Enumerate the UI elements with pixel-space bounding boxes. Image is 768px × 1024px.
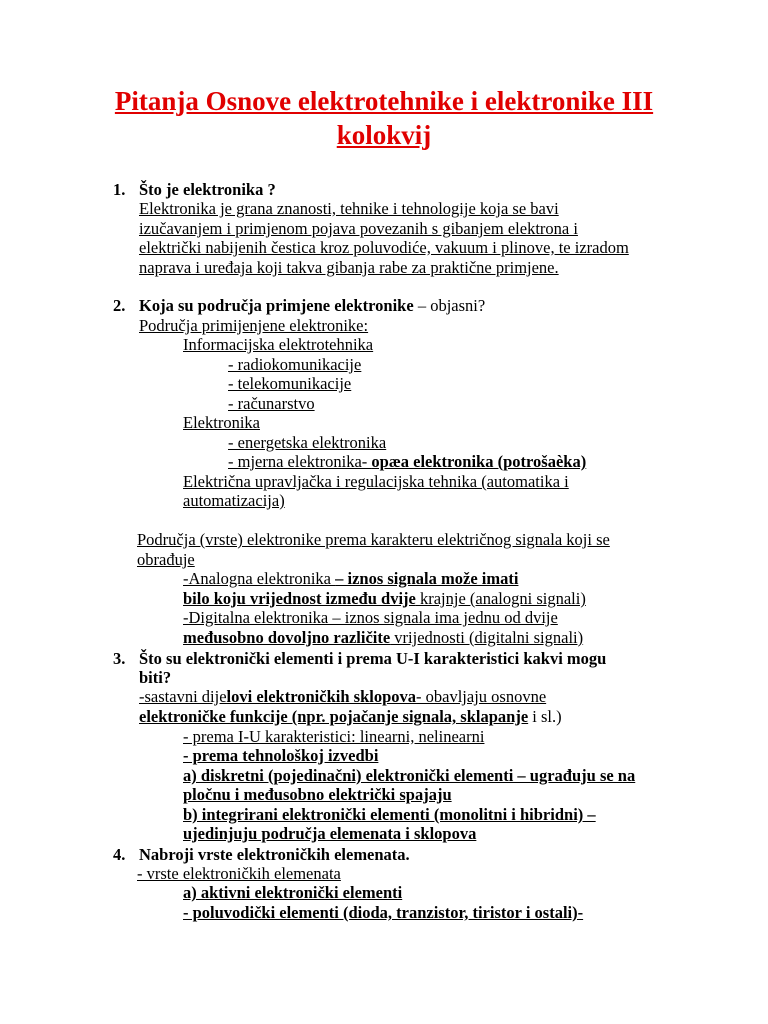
q2-line: - energetska elektronika bbox=[228, 433, 387, 452]
q2-line: Informacijska elektrotehnika bbox=[183, 335, 374, 354]
document-title bbox=[60, 84, 708, 152]
q2-line-part: bilo koju vrijednost između dvije bbox=[183, 589, 416, 608]
q2-line: Područja (vrste) elektronike prema karakteru električnog signala koji se bbox=[137, 530, 610, 549]
q2-heading-rest: – objasni? bbox=[413, 296, 486, 315]
q3-line bbox=[139, 687, 546, 707]
question-3-heading: Što su elektronički elementi i prema U-I karakteristici kakvi mogu bbox=[139, 649, 607, 668]
q3-line-part: -sastavni dije bbox=[139, 687, 227, 706]
question-2-number: 2. bbox=[113, 296, 126, 315]
q2-line bbox=[228, 452, 586, 472]
question-4-number: 4. bbox=[113, 845, 126, 864]
q4-line: - vrste elektroničkih elemenata bbox=[137, 864, 341, 883]
q2-line-part: vrijednosti (digitalni signali) bbox=[390, 628, 584, 647]
q2-heading-bold: Koja su područja primjene elektronike bbox=[139, 296, 414, 315]
q2-line: automatizacija) bbox=[183, 491, 285, 510]
q2-line: - telekomunikacije bbox=[228, 374, 352, 393]
q2-line: - računarstvo bbox=[228, 394, 315, 413]
question-1-number: 1. bbox=[113, 180, 126, 199]
question-3-number: 3. bbox=[113, 649, 126, 668]
question-3-heading: biti? bbox=[139, 668, 172, 687]
q1-answer-line: naprava i uređaja koji takva gibanja rabe za praktične primjene. bbox=[139, 258, 559, 277]
q3-line: a) diskretni (pojedinačni) elektronički elementi – ugrađuju se na bbox=[183, 766, 636, 785]
q2-line: Elektronika bbox=[183, 413, 260, 432]
q2-line-part: krajnje (analogni signali) bbox=[415, 589, 586, 608]
q2-line: -Digitalna elektronika – iznos signala ima jednu od dvije bbox=[183, 608, 558, 627]
question-1-heading: Što je elektronika ? bbox=[139, 180, 276, 199]
q3-line: pločnu i međusobno električki spajaju bbox=[183, 785, 452, 804]
q4-line: a) aktivni elektronički elementi bbox=[183, 883, 403, 902]
title-line-2: kolokvij bbox=[336, 120, 432, 150]
q3-line: b) integrirani elektronički elementi (monolitni i hibridni) – bbox=[183, 805, 596, 824]
q3-line-part: elektroničke funkcije (npr. pojačanje signala, sklapanje bbox=[139, 707, 529, 726]
question-4-heading: Nabroji vrste elektroničkih elemenata. bbox=[139, 845, 410, 864]
q2-line bbox=[183, 569, 518, 589]
q1-answer-line: električki nabijenih čestica kroz poluvodiće, vakuum i plinove, te izradom bbox=[139, 238, 629, 257]
q3-line-part: - obavljaju osnovne bbox=[416, 687, 547, 706]
q1-answer-line: Elektronika je grana znanosti, tehnike i tehnologije koja se bavi bbox=[139, 199, 559, 218]
q4-line: - poluvodički elementi (dioda, tranzistor, tiristor i ostali)- bbox=[183, 903, 584, 922]
q2-line: Električna upravljačka i regulacijska tehnika (automatika i bbox=[183, 472, 569, 491]
q2-line-part: opæa elektronika (potrošaèka) bbox=[371, 452, 587, 471]
q3-line bbox=[139, 707, 562, 727]
q2-line: Područja primijenjene elektronike: bbox=[139, 316, 369, 335]
q3-line: - prema tehnološkoj izvedbi bbox=[183, 746, 379, 765]
q2-line: obrađuje bbox=[137, 550, 195, 569]
q2-line-part: međusobno dovoljno različite bbox=[183, 628, 391, 647]
q2-line-part: – iznos signala može imati bbox=[335, 569, 519, 588]
question-2-heading bbox=[139, 296, 485, 316]
q1-answer-line: izučavanjem i primjenom pojava povezanih s gibanjem elektrona i bbox=[139, 219, 578, 238]
q2-line-part: - mjerna elektronika- bbox=[228, 452, 372, 471]
q3-line-part: i sl.) bbox=[528, 707, 562, 726]
q2-line: - radiokomunikacije bbox=[228, 355, 362, 374]
q2-line-part: -Analogna elektronika bbox=[183, 569, 336, 588]
q3-line: ujedinjuju područja elemenata i sklopova bbox=[183, 824, 477, 843]
q3-line: - prema I-U karakteristici: linearni, nelinearni bbox=[183, 727, 485, 746]
q2-line bbox=[183, 589, 586, 609]
q3-line-part: lovi elektroničkih sklopova bbox=[226, 687, 417, 706]
q2-line bbox=[183, 628, 583, 648]
title-line-1: Pitanja Osnove elektrotehnike i elektronike III bbox=[114, 86, 654, 116]
